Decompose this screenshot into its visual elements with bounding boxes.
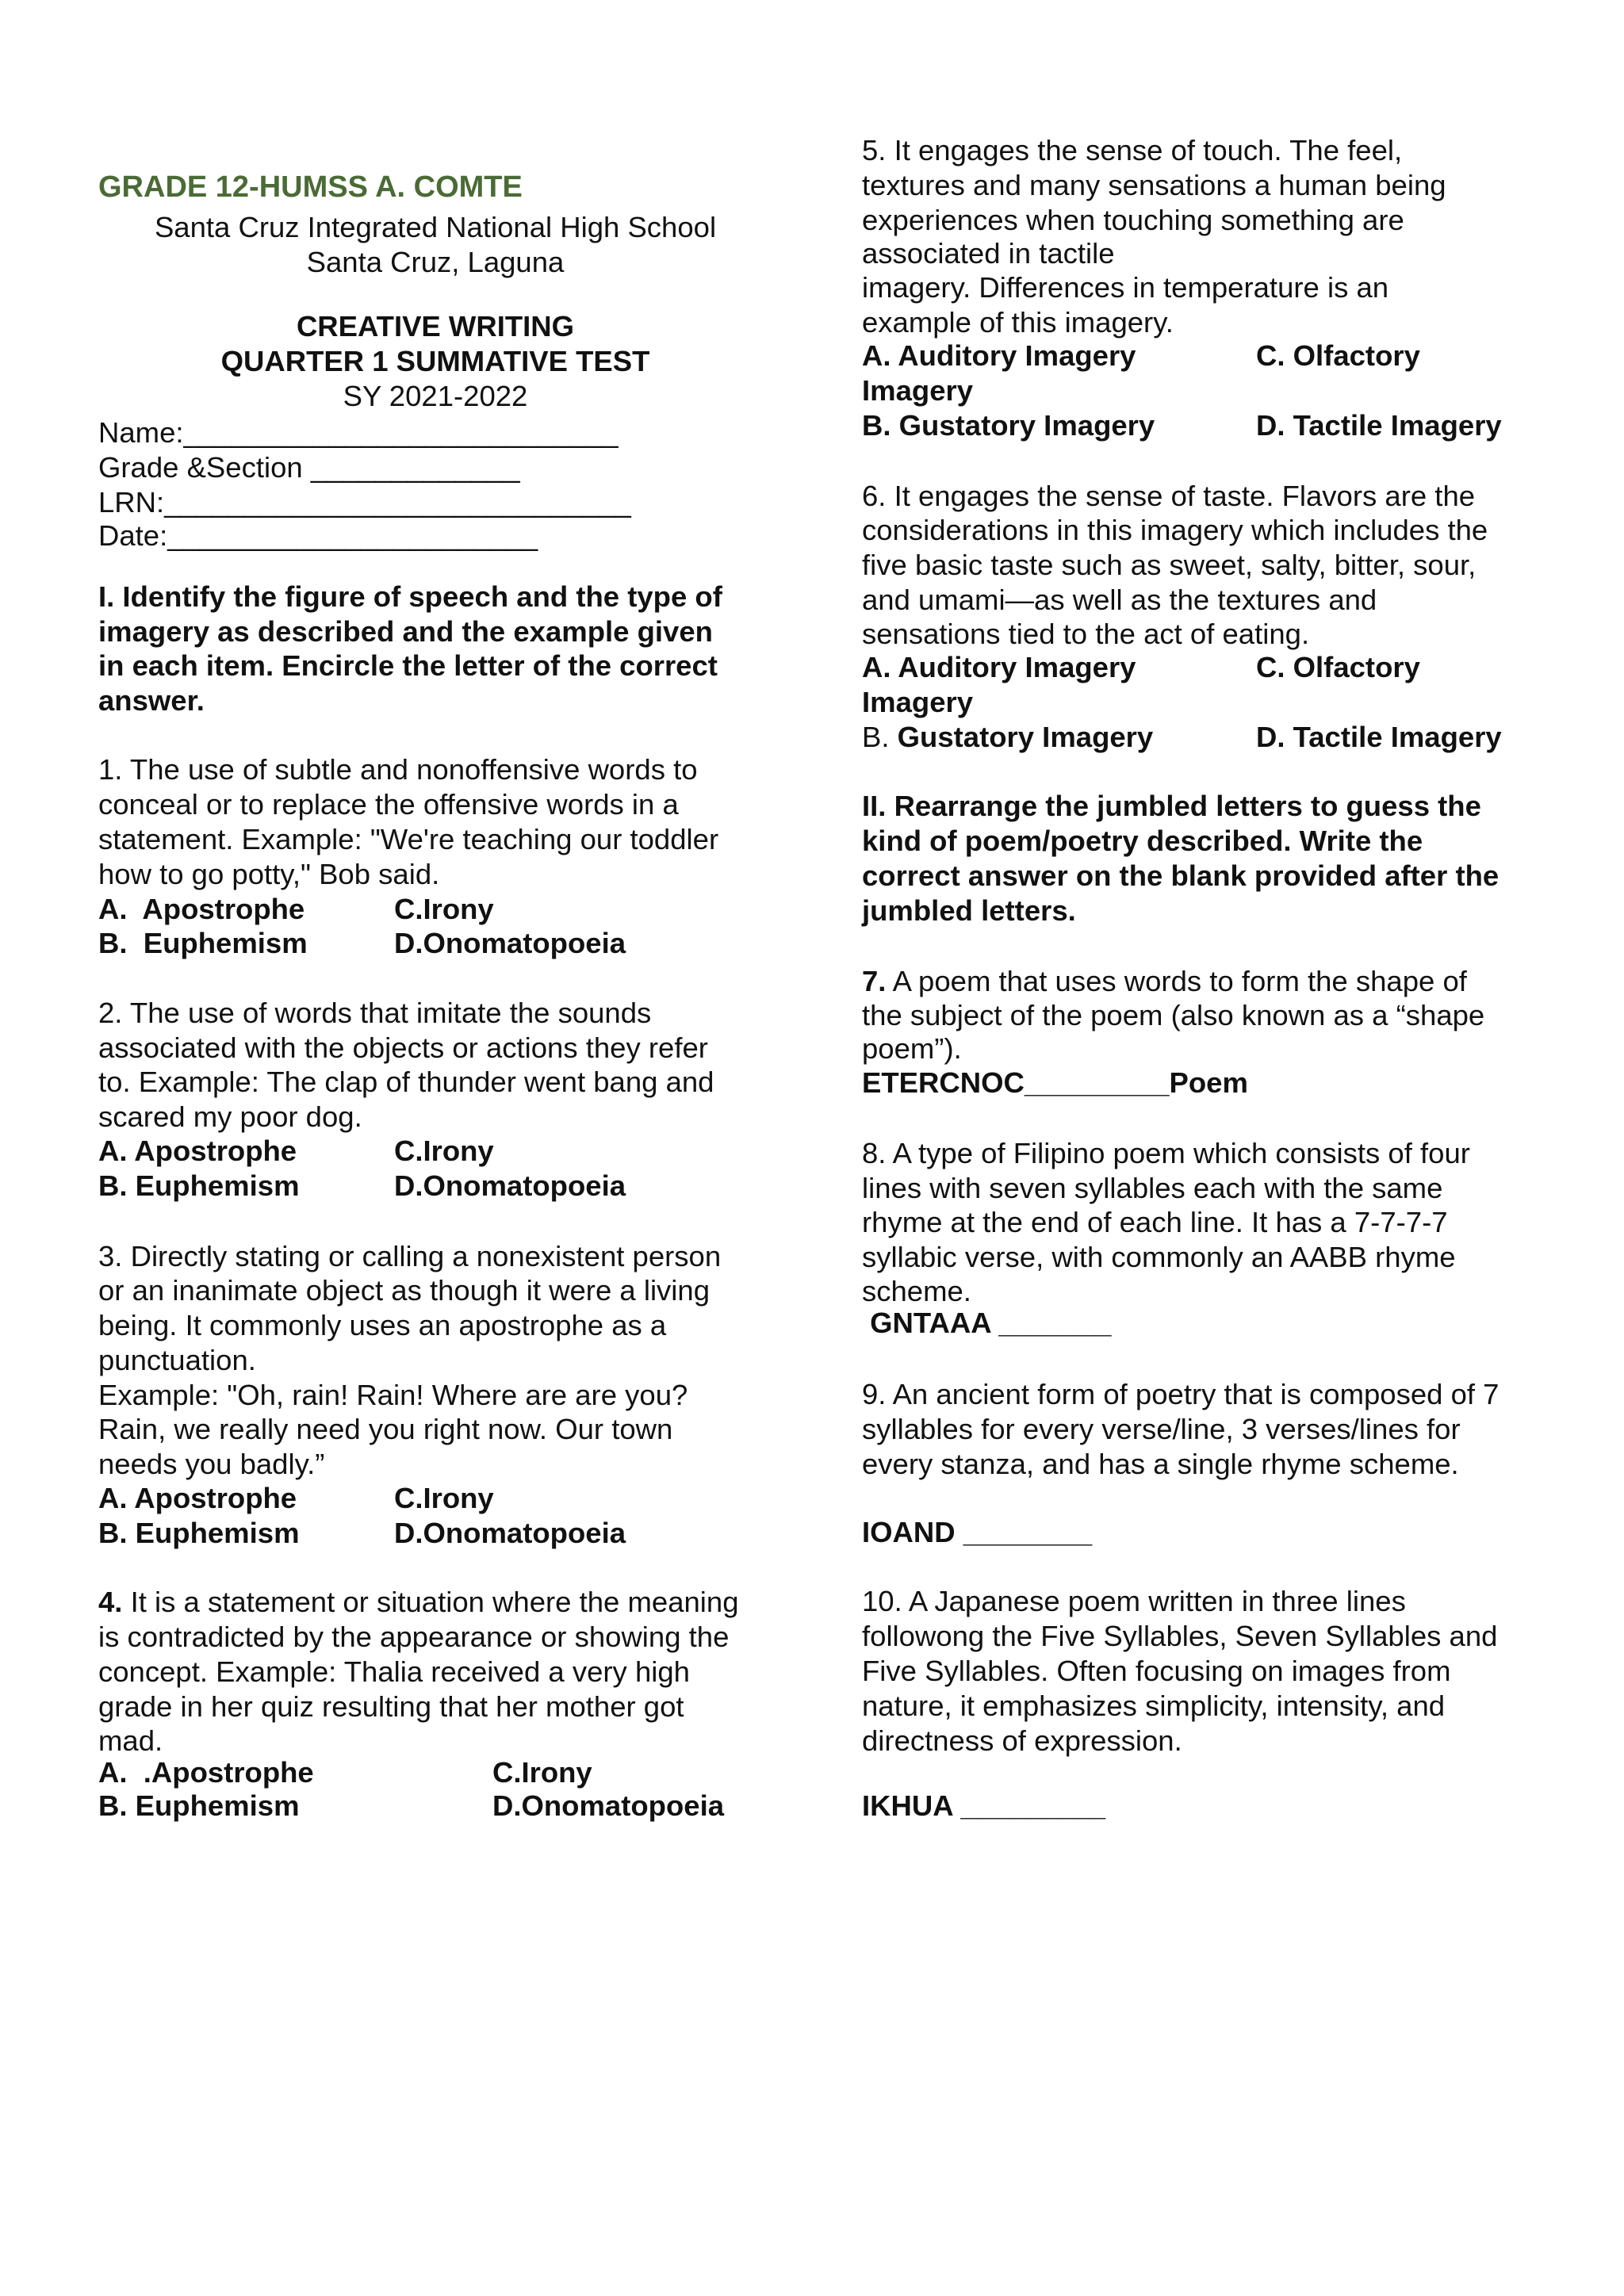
grade-heading: GRADE 12-HUMSS A. COMTE [98,170,523,204]
q6-option-a[interactable]: A. Auditory Imagery [862,651,1136,683]
q1-option-b[interactable]: B. Euphemism [98,927,308,959]
part1-instructions-line: imagery as described and the example given [98,615,713,648]
q7-first-line: A poem that uses words to form the shape of [886,965,1467,997]
q5-text: imagery. Differences in temperature is an [862,271,1389,304]
q4-number: 4. [98,1586,123,1618]
q6-option-b-letter: B. [862,721,898,753]
q1-text: statement. Example: "We're teaching our toddler [98,823,719,855]
part2-instructions-line: correct answer on the blank provided after the [862,859,1500,892]
q2-text: 2. The use of words that imitate the sounds [98,997,652,1029]
q3-option-c[interactable]: C.Irony [394,1482,494,1514]
q4-text: grade in her quiz resulting that her mother got [98,1690,684,1723]
q9-text: every stanza, and has a single rhyme scheme. [862,1448,1459,1480]
q2-option-c[interactable]: C.Irony [394,1135,494,1167]
q7-answer-blank[interactable]: ETERCNOC_________Poem [862,1066,1248,1099]
q4-text: mad. [98,1724,163,1757]
q3-option-a[interactable]: A. Apostrophe [98,1482,297,1514]
name-field[interactable]: Name:___________________________ [98,416,619,449]
q5-text: example of this imagery. [862,306,1174,339]
q5-option-a[interactable]: A. Auditory Imagery [862,339,1136,372]
grade-section-field[interactable]: Grade &Section _____________ [98,451,520,484]
part2-instructions-line: II. Rearrange the jumbled letters to guess the [862,790,1481,822]
q8-text: rhyme at the end of each line. It has a 7-7-7-7 [862,1206,1448,1238]
q8-text: 8. A type of Filipino poem which consists of four [862,1137,1470,1169]
q10-text: followong the Five Syllables, Seven Syllables and [862,1620,1498,1652]
q6-text: considerations in this imagery which includes the [862,514,1488,546]
q7-text: the subject of the poem (also known as a “shape [862,999,1485,1031]
test-title: QUARTER 1 SUMMATIVE TEST [220,345,650,377]
q4-first-line: It is a statement or situation where the meaning [122,1586,739,1618]
q5-text: associated in tactile [862,237,1115,270]
q5-text: 5. It engages the sense of touch. The feel, [862,134,1403,166]
q10-text: 10. A Japanese poem written in three lines [862,1585,1406,1617]
q7-text: poem”). [862,1032,962,1065]
q4-option-b[interactable]: B. Euphemism [98,1789,300,1822]
part1-instructions-line: in each item. Encircle the letter of the correct [98,649,718,682]
q8-text: scheme. [862,1275,971,1307]
q6-text: 6. It engages the sense of taste. Flavors are the [862,480,1476,512]
q3-text: 3. Directly stating or calling a nonexistent person [98,1240,722,1272]
q8-answer-blank[interactable]: GNTAAA _______ [862,1307,1112,1339]
q5-text: experiences when touching something are [862,204,1404,236]
q10-answer-blank[interactable]: IKHUA _________ [862,1789,1106,1822]
q7-number: 7. [862,965,887,997]
q3-text: Example: "Oh, rain! Rain! Where are are you? [98,1379,688,1411]
q6-text: and umami—as well as the textures and [862,584,1377,616]
q3-text: being. It commonly uses an apostrophe as a [98,1309,667,1341]
q8-text: lines with seven syllables each with the same [862,1172,1443,1204]
q6-option-c[interactable]: C. Olfactory [1256,651,1420,683]
q1-option-c[interactable]: C.Irony [394,893,494,925]
q5-option-b[interactable]: B. Gustatory Imagery [862,409,1155,442]
q1-option-d[interactable]: D.Onomatopoeia [394,927,626,959]
q2-text: associated with the objects or actions they refer [98,1031,708,1064]
part2-instructions-line: kind of poem/poetry described. Write the [862,825,1423,857]
q6-option-a-continued: Imagery [862,686,973,718]
q9-text: syllables for every verse/line, 3 verses/lines for [862,1413,1461,1445]
q10-text: directness of expression. [862,1724,1182,1757]
q3-option-d[interactable]: D.Onomatopoeia [394,1517,626,1549]
q6-option-d[interactable]: D. Tactile Imagery [1256,721,1502,753]
q3-text: Rain, we really need you right now. Our town [98,1413,673,1445]
part1-instructions-line: I. Identify the figure of speech and the type of [98,580,722,613]
q1-text: how to go potty," Bob said. [98,858,440,890]
q2-option-a[interactable]: A. Apostrophe [98,1135,297,1167]
q3-option-b[interactable]: B. Euphemism [98,1517,300,1549]
q1-text: conceal or to replace the offensive words in a [98,788,679,821]
school-location: Santa Cruz, Laguna [306,246,565,278]
q6-option-b-text: Gustatory Imagery [897,721,1154,753]
q3-text: or an inanimate object as though it were a living [98,1274,710,1307]
q4-option-a[interactable]: A. .Apostrophe [98,1756,314,1789]
q2-option-b[interactable]: B. Euphemism [98,1169,300,1202]
q6-text: five basic taste such as sweet, salty, bitter, sour, [862,549,1477,581]
q2-text: scared my poor dog. [98,1100,362,1133]
q4-text: concept. Example: Thalia received a very high [98,1655,690,1688]
q1-text: 1. The use of subtle and nonoffensive words to [98,753,698,786]
q1-option-a[interactable]: A. Apostrophe [98,893,305,925]
lrn-field[interactable]: LRN:_____________________________ [98,486,631,519]
q5-option-c[interactable]: C. Olfactory [1256,339,1420,372]
q7-text [862,964,1467,999]
q4-option-d[interactable]: D.Onomatopoeia [492,1789,725,1822]
q9-text: 9. An ancient form of poetry that is composed of 7 [862,1378,1500,1410]
date-field[interactable]: Date:_______________________ [98,519,538,552]
q4-option-c[interactable]: C.Irony [492,1756,592,1789]
subject-title: CREATIVE WRITING [296,310,575,342]
q9-answer-blank[interactable]: IOAND ________ [862,1516,1093,1548]
part1-instructions-line: answer. [98,684,205,717]
q4-text [98,1585,739,1620]
q5-option-d[interactable]: D. Tactile Imagery [1256,409,1502,442]
q6-option-b[interactable] [862,720,1153,755]
q5-option-a-continued: Imagery [862,374,973,407]
q5-text: textures and many sensations a human being [862,169,1446,201]
school-name: Santa Cruz Integrated National High School [154,211,717,243]
q2-text: to. Example: The clap of thunder went bang and [98,1066,714,1098]
q10-text: nature, it emphasizes simplicity, intensity, and [862,1689,1446,1722]
school-year: SY 2021-2022 [343,380,528,412]
q3-text: needs you badly.” [98,1448,325,1480]
part2-instructions-line: jumbled letters. [862,894,1076,927]
q8-text: syllabic verse, with commonly an AABB rhyme [862,1241,1456,1273]
q2-option-d[interactable]: D.Onomatopoeia [394,1169,626,1202]
q4-text: is contradicted by the appearance or showing the [98,1621,730,1653]
q6-text: sensations tied to the act of eating. [862,618,1310,650]
q10-text: Five Syllables. Often focusing on images from [862,1655,1451,1687]
q3-text: punctuation. [98,1344,256,1376]
